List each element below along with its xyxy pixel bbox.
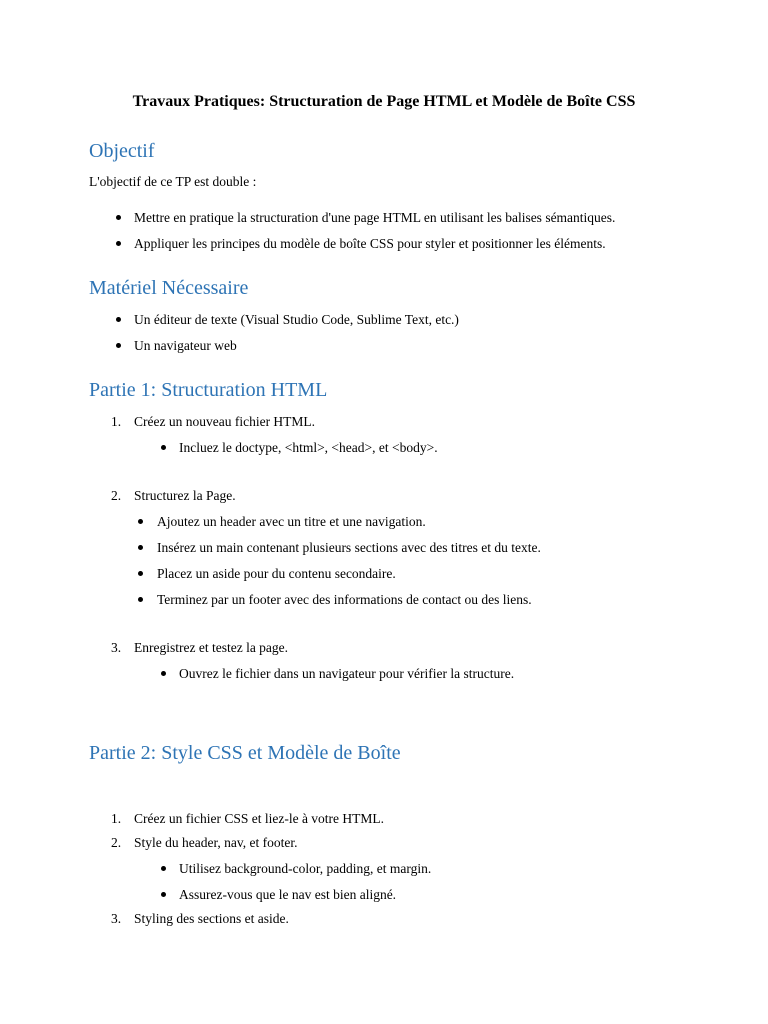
bullet-icon [138,519,143,524]
sub-list-item: Utilisez background-color, padding, et margin. [179,861,432,876]
step-text: Styling des sections et aside. [134,911,289,926]
heading-partie-2: Partie 2: Style CSS et Modèle de Boîte [89,742,401,764]
sub-list-item: Ajoutez un header avec un titre et une navigation. [157,514,426,529]
sub-list-item: Assurez-vous que le nav est bien aligné. [179,887,397,902]
step-number: 2. [111,488,122,503]
list-item: Appliquer les principes du modèle de boîte CSS pour styler et positionner les éléments. [134,236,606,251]
step-text: Structurez la Page. [134,488,236,503]
step-number: 3. [111,640,122,655]
step-text: Créez un fichier CSS et liez-le à votre HTML. [134,811,385,826]
bullet-icon [116,317,121,322]
bullet-icon [161,866,166,871]
sub-list-item: Incluez le doctype, <html>, <head>, et <body>. [179,440,438,455]
sub-list-item: Insérez un main contenant plusieurs sections avec des titres et du texte. [157,540,541,555]
heading-materiel: Matériel Nécessaire [89,277,249,299]
bullet-icon [116,343,121,348]
step-number: 1. [111,811,122,826]
step-number: 2. [111,835,122,850]
bullet-icon [116,241,121,246]
bullet-icon [161,671,166,676]
sub-list-item: Ouvrez le fichier dans un navigateur pour vérifier la structure. [179,666,515,681]
heading-objectif: Objectif [89,140,155,162]
bullet-icon [138,545,143,550]
step-text: Enregistrez et testez la page. [134,640,289,655]
list-item: Mettre en pratique la structuration d'une page HTML en utilisant les balises sémantiques. [134,210,616,225]
heading-partie-1: Partie 1: Structuration HTML [89,379,328,401]
sub-list-item: Placez un aside pour du contenu secondaire. [157,566,396,581]
step-number: 1. [111,414,122,429]
bullet-icon [116,215,121,220]
step-text: Style du header, nav, et footer. [134,835,298,850]
step-text: Créez un nouveau fichier HTML. [134,414,316,429]
list-item: Un éditeur de texte (Visual Studio Code, Sublime Text, etc.) [134,312,459,327]
bullet-icon [138,571,143,576]
step-number: 3. [111,911,122,926]
bullet-icon [161,445,166,450]
list-item: Un navigateur web [134,338,237,353]
sub-list-item: Terminez par un footer avec des informations de contact ou des liens. [157,592,532,607]
document-title: Travaux Pratiques: Structuration de Page HTML et Modèle de Boîte CSS [132,93,636,110]
bullet-icon [161,892,166,897]
objectif-intro: L'objectif de ce TP est double : [89,174,257,189]
bullet-icon [138,597,143,602]
